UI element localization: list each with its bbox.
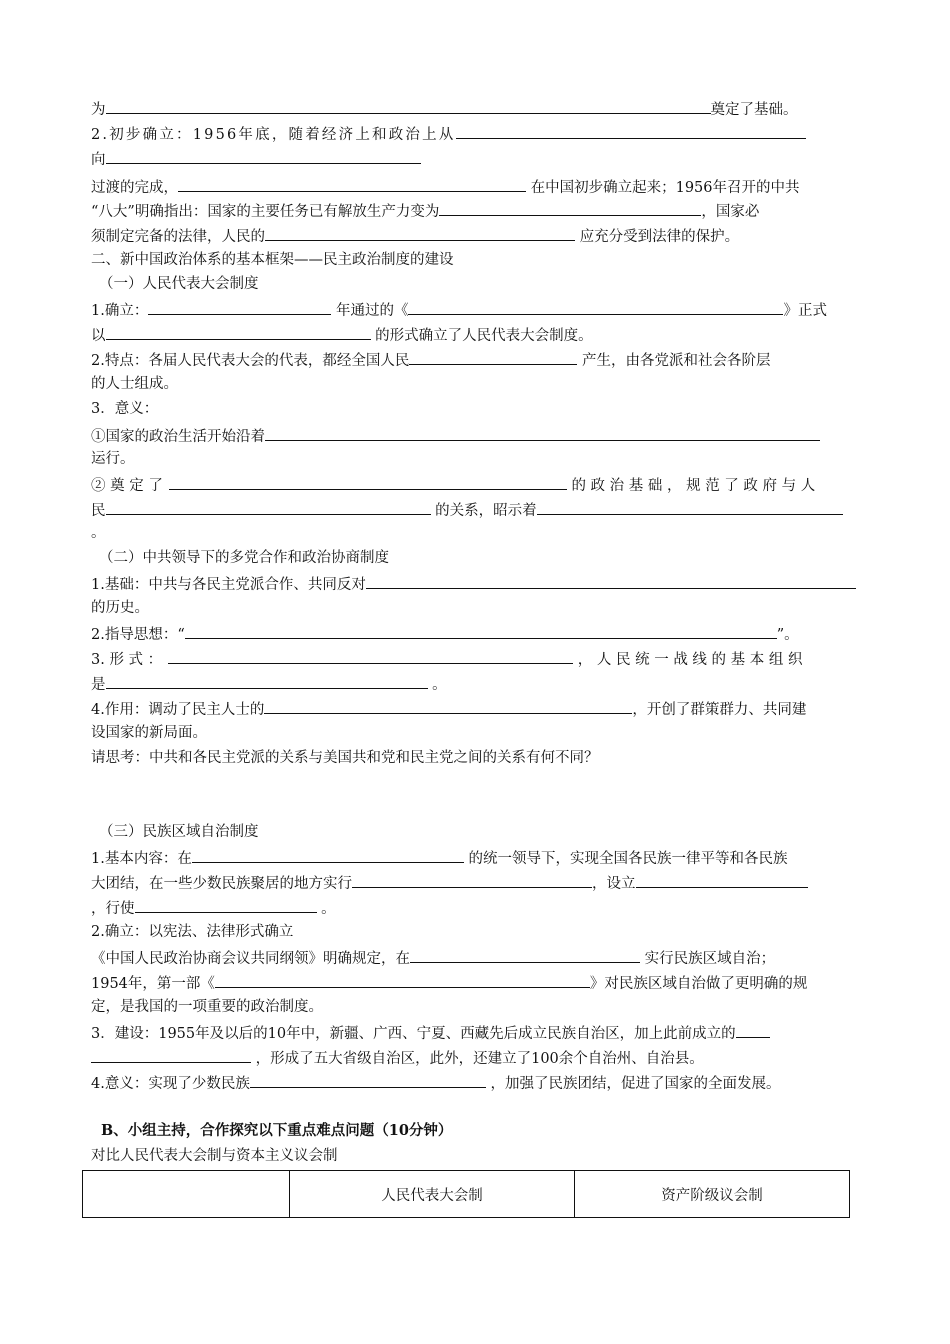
text: 须制定完备的法律，人民的 — [91, 229, 265, 245]
text: 的 政 治 基 础 ， 规 范 了 政 府 与 人 — [571, 478, 816, 494]
text-line — [91, 225, 739, 245]
text: 1954年，第一部《 — [91, 976, 215, 992]
blank[interactable] — [215, 972, 590, 988]
blank[interactable] — [366, 573, 856, 589]
text-line — [91, 425, 820, 445]
text-line — [91, 972, 807, 992]
blank[interactable] — [250, 1072, 486, 1088]
text-line — [91, 123, 806, 143]
section-heading: 二、新中国政治体系的基本框架——民主政治制度的建设 — [91, 252, 454, 268]
text: ，开创了群策群力、共同建 — [632, 702, 807, 718]
text: ①国家的政治生活开始沿着 — [91, 429, 265, 445]
text: ，设立 — [592, 876, 636, 892]
blank[interactable] — [135, 897, 317, 913]
text: 实行民族区域自治； — [644, 951, 776, 967]
text: 是 — [91, 677, 106, 693]
text-line — [91, 847, 787, 867]
blank[interactable] — [106, 499, 431, 515]
text-line: 的历史。 — [91, 600, 149, 616]
blank[interactable] — [456, 123, 806, 139]
subsection-heading: （三）民族区域自治制度 — [99, 824, 259, 840]
comparison-table — [82, 1170, 850, 1218]
blank[interactable] — [265, 225, 575, 241]
text-line — [91, 499, 843, 519]
text-line — [91, 623, 799, 643]
text-line — [91, 474, 815, 494]
text: ，加强了民族团结，促进了国家的全面发展。 — [490, 1076, 781, 1092]
blank[interactable] — [178, 176, 526, 192]
subsection-heading: （一）人民代表大会制度 — [99, 276, 259, 292]
text: ， 人 民 统 一 战 线 的 基 本 组 织 — [577, 652, 803, 668]
text-line — [91, 148, 421, 168]
text: 》正式 — [783, 303, 827, 319]
text-line — [91, 698, 806, 718]
blank[interactable] — [537, 499, 843, 515]
blank[interactable] — [148, 299, 331, 315]
text-line — [91, 673, 447, 693]
blank[interactable] — [169, 474, 567, 490]
text: 2.初步确立：1956年底，随着经济上和政治上从 — [91, 127, 456, 143]
blank[interactable] — [439, 200, 701, 216]
blank[interactable] — [168, 648, 573, 664]
text-line — [91, 648, 802, 668]
table-cell[interactable] — [83, 1171, 290, 1218]
blank[interactable] — [409, 349, 577, 365]
text-line: 3．意义： — [91, 401, 159, 417]
text: 过渡的完成， — [91, 180, 178, 196]
text: 向 — [91, 152, 106, 168]
table-header-npc: 人民代表大会制 — [290, 1171, 575, 1218]
text: 大团结，在一些少数民族聚居的地方实行 — [91, 876, 352, 892]
text-line — [91, 947, 775, 967]
text: 《中国人民政治协商会议共同纲领》明确规定，在 — [91, 951, 410, 967]
text: 2.指导思想：“ — [91, 627, 185, 643]
text-line — [91, 324, 593, 344]
blank[interactable] — [410, 947, 640, 963]
blank[interactable] — [106, 98, 711, 114]
text: 在中国初步确立起来；1956年召开的中共 — [530, 180, 800, 196]
blank[interactable] — [408, 299, 783, 315]
text: 奠定了基础。 — [710, 102, 798, 118]
text-line: 。 — [91, 525, 106, 541]
text: 。 — [432, 677, 447, 693]
blank[interactable] — [91, 1047, 251, 1063]
blank[interactable] — [192, 847, 464, 863]
text: 年通过的《 — [335, 303, 409, 319]
text-line: 2.确立：以宪法、法律形式确立 — [91, 924, 294, 940]
text-line: 的人士组成。 — [91, 376, 178, 392]
text: 1.基础：中共与各民主党派合作、共同反对 — [91, 577, 366, 593]
blank[interactable] — [265, 425, 820, 441]
text: “八大”明确指出：国家的主要任务已有解放生产力变为 — [91, 204, 440, 220]
text-line — [91, 200, 759, 220]
text: 1.基本内容：在 — [91, 851, 192, 867]
text: 应充分受到法律的保护。 — [579, 229, 740, 245]
text: 1.确立： — [91, 303, 149, 319]
text-line — [91, 897, 336, 917]
table-header-parliament: 资产阶级议会制 — [575, 1171, 850, 1218]
text: 3. 形 式 ： — [91, 652, 163, 668]
text: 2.特点：各届人民代表大会的代表，都经全国人民 — [91, 353, 410, 369]
blank[interactable] — [106, 673, 428, 689]
text-line: 运行。 — [91, 451, 135, 467]
blank[interactable] — [264, 698, 632, 714]
subsection-heading: （二）中共领导下的多党合作和政治协商制度 — [99, 550, 389, 566]
blank[interactable] — [185, 623, 777, 639]
text-line: 对比人民代表大会制与资本主义议会制 — [91, 1148, 338, 1164]
text: ② 奠 定 了 — [91, 478, 163, 494]
task-heading: B、小组主持，合作探究以下重点难点问题（10分钟） — [101, 1122, 453, 1139]
text: 产生，由各党派和社会各阶层 — [581, 353, 771, 369]
text: 的统一领导下，实现全国各民族一律平等和各民族 — [468, 851, 788, 867]
text: 4.作用：调动了民主人士的 — [91, 702, 265, 718]
text: ”。 — [776, 627, 799, 643]
text: ，行使 — [91, 901, 135, 917]
table-row — [83, 1171, 850, 1218]
text: 的形式确立了人民代表大会制度。 — [375, 328, 593, 344]
blank[interactable] — [736, 1022, 770, 1038]
text-line: 设国家的新局面。 — [91, 725, 207, 741]
text: 3．建设：1955年及以后的10年中，新疆、广西、宁夏、西藏先后成立民族自治区，加上此前成立的 — [91, 1026, 736, 1042]
text: ，形成了五大省级自治区，此外，还建立了100余个自治州、自治县。 — [255, 1051, 704, 1067]
text: 的关系，昭示着 — [435, 503, 537, 519]
text-line — [91, 349, 770, 369]
text-line — [91, 573, 856, 593]
text: 4.意义：实现了少数民族 — [91, 1076, 250, 1092]
question: 请思考：中共和各民主党派的关系与美国共和党和民主党之间的关系有何不同？ — [91, 750, 599, 766]
text-line — [91, 872, 808, 892]
text-line: 定，是我国的一项重要的政治制度。 — [91, 999, 323, 1015]
blank[interactable] — [106, 324, 371, 340]
text: 民 — [91, 503, 106, 519]
text-line — [91, 1022, 770, 1042]
text: 。 — [321, 901, 336, 917]
text: ，国家必 — [701, 204, 760, 220]
blank[interactable] — [106, 148, 421, 164]
text-line — [91, 1072, 780, 1092]
text-line — [91, 98, 798, 118]
text-line — [91, 299, 827, 319]
blank[interactable] — [636, 872, 808, 888]
text: 为 — [91, 102, 106, 118]
text: 以 — [91, 328, 106, 344]
text-line — [91, 1047, 704, 1067]
text: 》对民族区域自治做了更明确的规 — [589, 976, 808, 992]
blank[interactable] — [352, 872, 592, 888]
text-line — [91, 176, 800, 196]
